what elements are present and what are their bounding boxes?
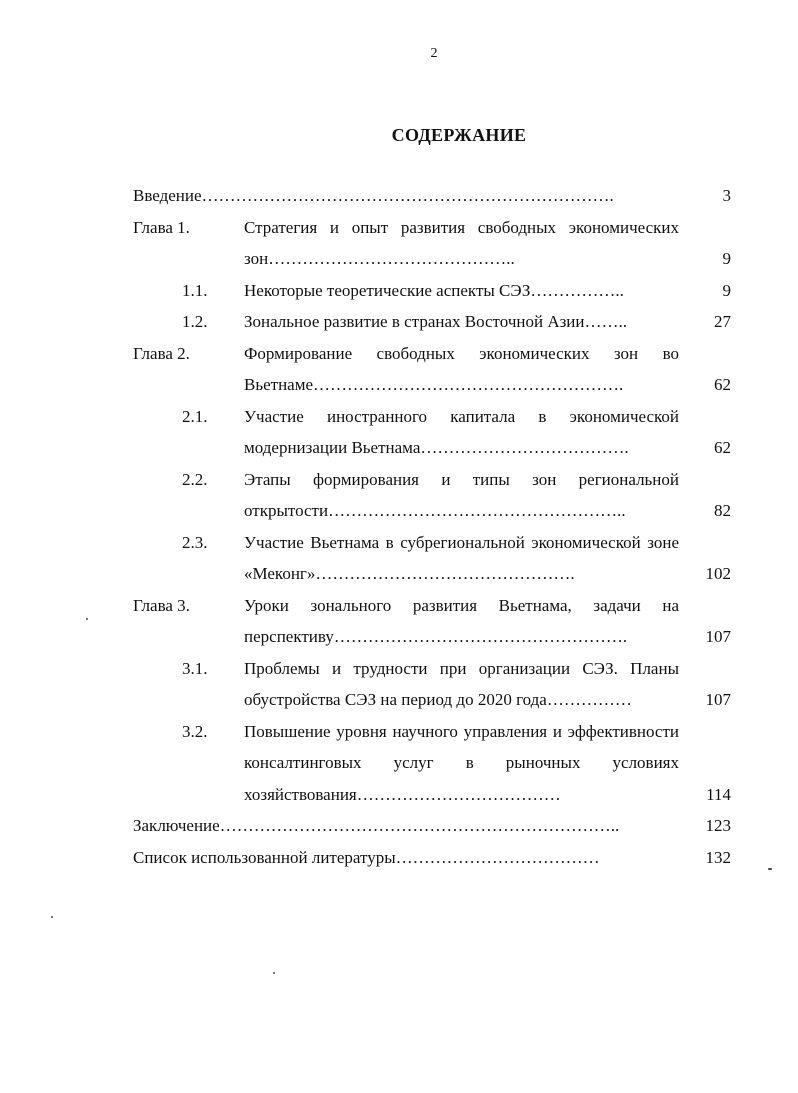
toc-entry-label: 1.2. (182, 312, 208, 331)
toc-entry-section-3-1 (0, 653, 798, 716)
scan-speck (86, 618, 88, 620)
toc-entry-text: Этапы формирования и типы зон региональной открытости…………………………………………….. (244, 469, 679, 520)
toc-entry-label: 2.2. (182, 469, 208, 489)
toc-entry-conclusion (0, 810, 798, 842)
toc-entry-page: 107 (705, 690, 731, 709)
scan-speck (51, 916, 53, 918)
table-of-contents (0, 180, 798, 873)
toc-entry-text: Зональное развитие в странах Восточной Азии…….. (244, 312, 628, 331)
toc-entry-text: Заключение…………………………………………………………….. (133, 816, 620, 835)
toc-entry-label: Глава 3. (133, 595, 190, 615)
toc-entry-text: Уроки зонального развития Вьетнама, задачи на перспективу……………………………………………. (244, 595, 679, 646)
toc-entry-page: 9 (722, 249, 731, 268)
toc-entry-label: Глава 2. (133, 343, 190, 363)
toc-entry-text: Участие Вьетнама в субрегиональной экономической зоне «Меконг»………………………………………. (244, 532, 679, 583)
toc-entry-page: 107 (705, 627, 731, 646)
toc-entry-page: 102 (705, 564, 731, 583)
toc-entry-page: 132 (705, 847, 731, 867)
toc-entry-page: 9 (722, 280, 731, 300)
toc-entry-label: 1.1. (182, 280, 208, 300)
toc-entry-section-2-2 (0, 464, 798, 527)
toc-entry-section-2-1 (0, 401, 798, 464)
toc-entry-text: Проблемы и трудности при организации СЭЗ. Планы обустройства СЭЗ на период до 2020 года…………… (244, 658, 679, 709)
toc-entry-text: Стратегия и опыт развития свободных экономических зон…………………………………….. (244, 217, 679, 268)
toc-entry-page: 62 (714, 438, 731, 457)
scan-speck (768, 868, 772, 870)
toc-entry-label: 2.1. (182, 406, 208, 426)
toc-entry-text: Участие иностранного капитала в экономической модернизации Вьетнама………………………………. (244, 406, 679, 457)
toc-entry-page: 62 (714, 375, 731, 394)
toc-entry-page: 123 (705, 816, 731, 835)
page-title: СОДЕРЖАНИЕ (391, 125, 527, 145)
toc-entry-page: 3 (722, 186, 731, 205)
toc-entry-label: Глава 1. (133, 217, 190, 237)
toc-entry-introduction (0, 180, 798, 212)
toc-entry-text: Формирование свободных экономических зон во Вьетнаме………………………………………………. (244, 343, 679, 394)
toc-entry-section-1-1 (0, 275, 798, 307)
toc-entry-text: Повышение уровня научного управления и эффективности консалтинговых услуг в рыночных условиях хозяйствования……………………………… (244, 721, 679, 804)
toc-entry-page: 82 (714, 501, 731, 520)
toc-entry-section-3-2 (0, 716, 798, 811)
toc-entry-page: 27 (714, 312, 731, 331)
toc-entry-label: 2.3. (182, 532, 208, 552)
toc-entry-text: Некоторые теоретические аспекты СЭЗ…………….. (244, 280, 624, 300)
toc-entry-chapter-1 (0, 212, 798, 275)
toc-entry-chapter-2 (0, 338, 798, 401)
toc-entry-section-2-3 (0, 527, 798, 590)
toc-entry-text: Список использованной литературы……………………………… (133, 847, 600, 867)
scan-speck (273, 972, 275, 974)
toc-entry-label: 3.2. (182, 721, 208, 741)
toc-entry-bibliography (0, 842, 798, 874)
toc-entry-text: Введение………………………………………………………………. (133, 186, 614, 205)
toc-entry-label: 3.1. (182, 658, 208, 678)
page-number: 2 (430, 46, 438, 61)
toc-entry-page: 114 (706, 784, 731, 804)
toc-entry-section-1-2 (0, 306, 798, 338)
toc-entry-chapter-3 (0, 590, 798, 653)
